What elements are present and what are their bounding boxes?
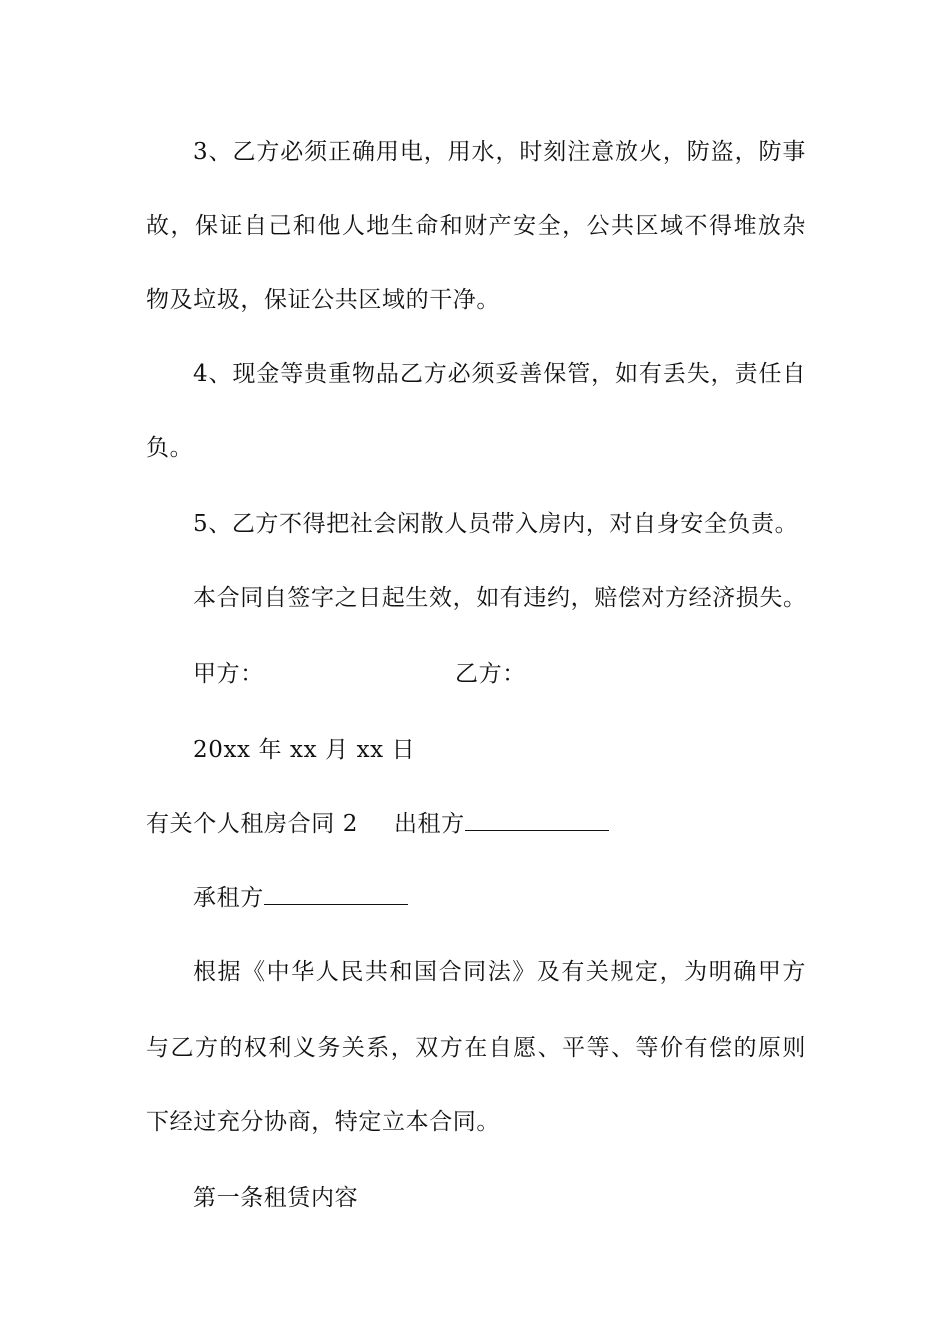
preamble-line-3: 下经过充分协商，特定立本合同。 bbox=[146, 1109, 500, 1135]
clause-3-line-3: 物及垃圾，保证公共区域的干净。 bbox=[146, 287, 500, 313]
preamble-line-1: 根据《中华人民共和国合同法》及有关规定，为明确甲方 bbox=[193, 959, 806, 985]
contract-2-title: 有关个人租房合同 2 bbox=[146, 811, 358, 837]
clause-5: 5、乙方不得把社会闲散人员带入房内，对自身安全负责。 bbox=[193, 511, 799, 537]
lessee-line bbox=[193, 882, 408, 914]
effective-clause: 本合同自签字之日起生效，如有违约，赔偿对方经济损失。 bbox=[193, 585, 807, 611]
lessor-label: 出租方 bbox=[393, 811, 465, 837]
signature-party-b: 乙方： bbox=[455, 661, 526, 687]
clause-4-line-1: 4、现金等贵重物品乙方必须妥善保管，如有丢失，责任自 bbox=[193, 361, 806, 387]
contract-2-header bbox=[146, 808, 609, 840]
lessor-blank bbox=[465, 808, 609, 831]
clause-3-line-2: 故，保证自己和他人地生命和财产安全，公共区域不得堆放杂 bbox=[146, 213, 806, 239]
preamble-line-2: 与乙方的权利义务关系，双方在自愿、平等、等价有偿的原则 bbox=[146, 1035, 806, 1061]
lessee-blank bbox=[264, 882, 408, 905]
clause-3-line-1: 3、乙方必须正确用电，用水，时刻注意放火，防盗，防事 bbox=[193, 139, 806, 165]
section-1-heading: 第一条租赁内容 bbox=[193, 1185, 359, 1211]
signature-date: 20xx 年 xx 月 xx 日 bbox=[193, 737, 416, 763]
lessee-label: 承租方 bbox=[193, 885, 264, 911]
clause-4-line-2: 负。 bbox=[146, 435, 194, 461]
signature-party-a: 甲方： bbox=[193, 661, 264, 687]
